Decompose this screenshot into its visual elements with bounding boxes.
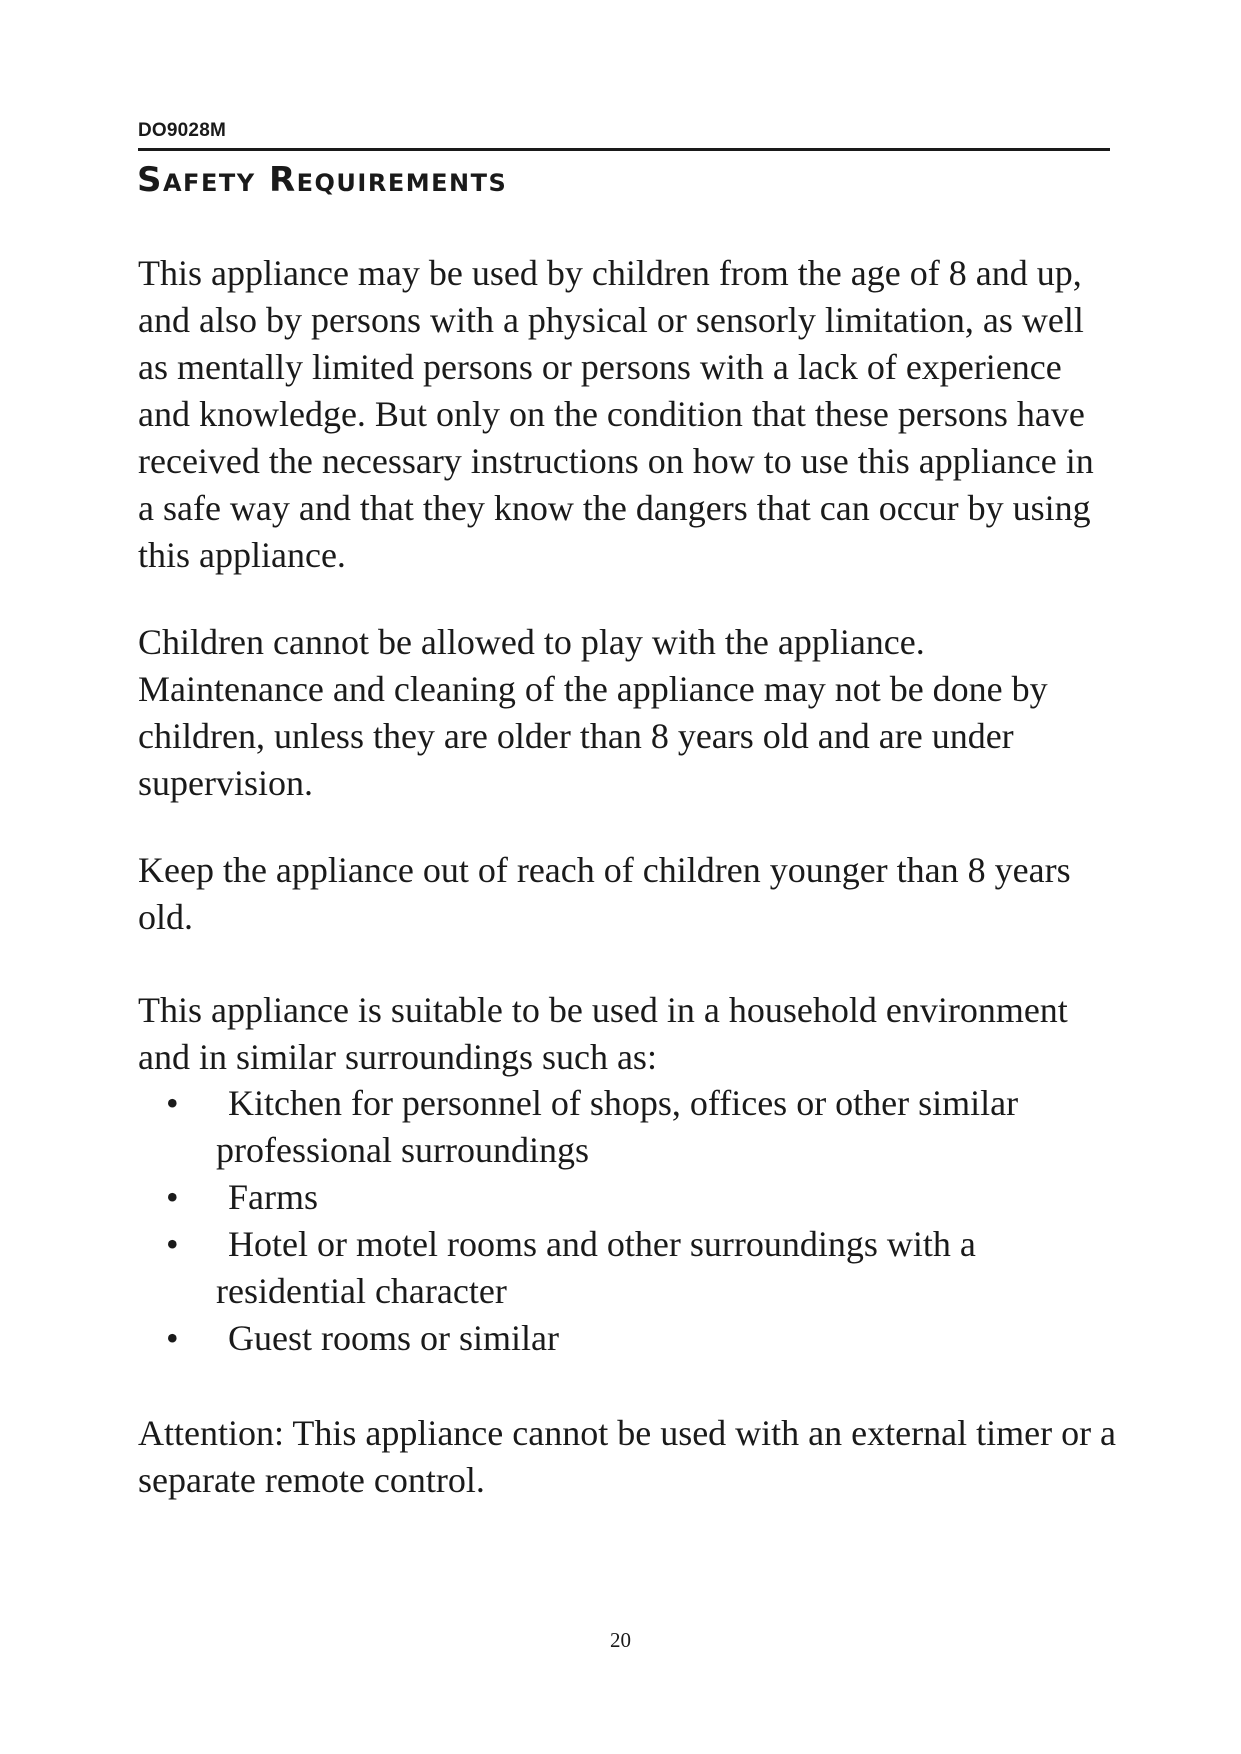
header-divider [138, 148, 1110, 151]
list-item [138, 1315, 1118, 1362]
bullet-icon: • [166, 1083, 179, 1123]
environment-list [138, 1080, 1118, 1362]
list-item-text: Guest rooms or similar [228, 1318, 559, 1358]
list-item [138, 1221, 1118, 1315]
list-item [138, 1080, 1118, 1174]
list-item-text: Hotel or motel rooms and other surroundings with a residential character [216, 1224, 976, 1311]
bullet-icon: • [166, 1318, 179, 1358]
list-item-text: Kitchen for personnel of shops, offices or other similar professional surroundings [216, 1083, 1019, 1170]
page-title: Safety Requirements [137, 160, 508, 200]
model-number: DO9028M [138, 120, 226, 141]
bullet-icon: • [166, 1224, 179, 1264]
list-item [138, 1174, 1118, 1221]
paragraph-usage-by-children: This appliance may be used by children from the age of 8 and up, and also by persons with a physical or sensorly limitation, as well as mentally limited persons or persons with a lack of experience and knowledge. But only on the condition that these persons have received the necessary instructions on how to use this appliance in a safe way and that they know the dangers that can occur by using this appliance. [138, 253, 1094, 575]
paragraph-attention: Attention: This appliance cannot be used with an external timer or a separate remote control. [138, 1413, 1117, 1500]
page-number: 20 [610, 1628, 631, 1652]
paragraph-suitable-environments: This appliance is suitable to be used in a household environment and in similar surroundings such as: [138, 990, 1068, 1077]
paragraph-keep-out-of-reach: Keep the appliance out of reach of children younger than 8 years old. [138, 850, 1071, 937]
paragraph-play-and-cleaning: Children cannot be allowed to play with the appliance. Maintenance and cleaning of the appliance may not be done by children, unless they are older than 8 years old and are under supervision. [138, 622, 1048, 803]
bullet-icon: • [166, 1177, 179, 1217]
list-item-text: Farms [228, 1177, 318, 1217]
